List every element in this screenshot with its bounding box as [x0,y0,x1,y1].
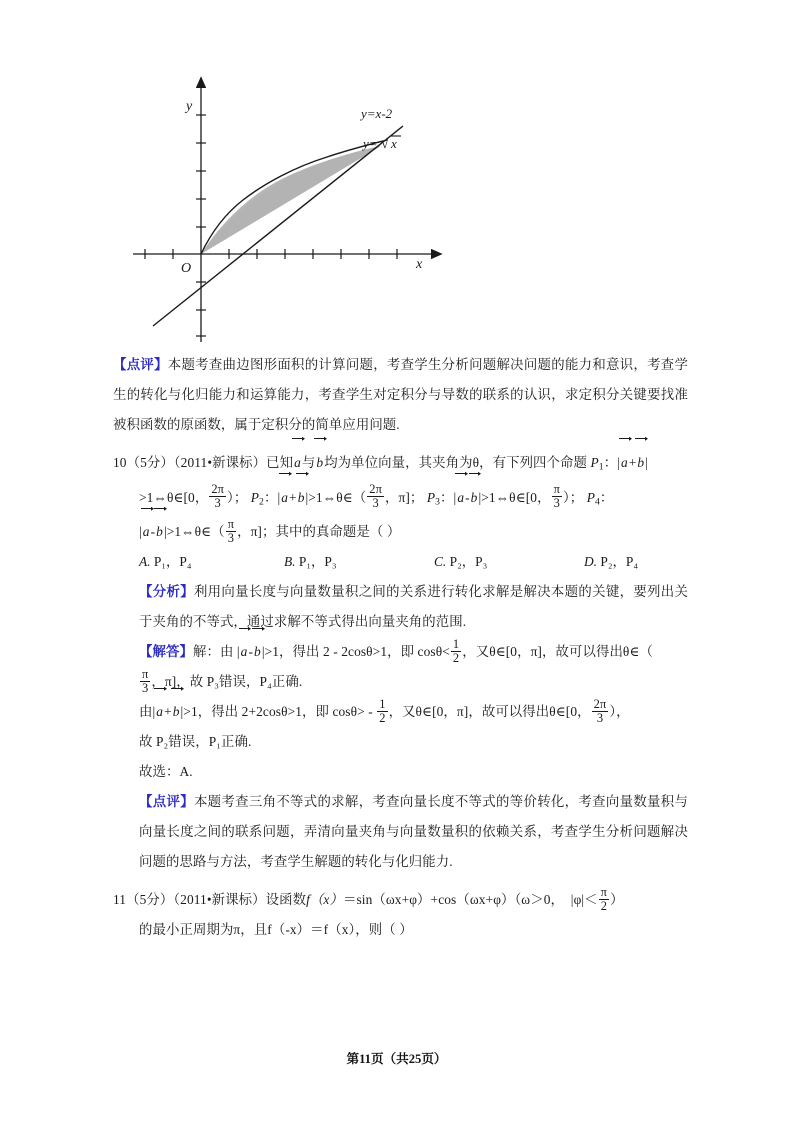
sqrt-label-radicand: x [391,136,397,151]
question-10-solution-line-1 [113,637,688,667]
question-11 [113,885,688,915]
p2-fraction-numerator: 2π [369,481,382,496]
sol2-vector-b: b [172,697,181,727]
option-b-body: P₁，P₃ [298,554,337,570]
p3-fraction [552,483,562,511]
question-11-line-2: 的最小正周期为π，且f（-x）＝f（x），则（ ） [139,922,413,938]
y-axis-label: y [186,99,193,114]
p3-end: ）； [562,489,584,505]
p4-end: ，π]； [237,524,276,540]
p1-vector-b: b [636,448,645,478]
question-10-comment [113,787,688,877]
question-11-stem: 设函数 [265,892,307,908]
option-a[interactable] [139,547,284,577]
p2-label: P [250,489,260,505]
p1-fraction [209,483,226,511]
option-a-body: P₁，P₄ [153,554,192,570]
p2-fraction [367,483,384,511]
p4-operator: - [150,524,156,540]
option-a-key: A. [139,554,151,570]
p1-prefix: ：| [603,455,620,470]
question-10-solution-line-3 [113,697,688,727]
sol-tail-1: ，又θ∈[0，π]，故可以得出θ∈（ [462,644,653,660]
question-11-number: 11 [113,892,127,908]
question-11-equation-end: ） [610,892,624,908]
comment-tag: 【点评】 [113,357,168,372]
integral-area-figure [113,70,688,342]
question-10-analysis [113,577,688,637]
p2-vector-b: b [297,483,306,513]
sol-fraction-4 [592,698,609,726]
line-curve [153,126,403,326]
question-11-fraction-denominator: 2 [599,899,609,913]
p2-fraction-denominator: 3 [367,496,384,510]
question-10-options [113,547,688,577]
p4-bar-open: | [139,524,142,540]
p1-operator: + [628,455,637,470]
comment-block-1 [113,350,688,440]
question-10-score: （5分） [126,455,174,470]
option-c-body: P₂，P₃ [449,554,488,570]
solution-tag: 【解答】 [139,644,193,660]
p3-label: P [426,489,436,505]
question-11-score: （5分） [126,892,174,908]
p3-operator: - [465,489,470,505]
p4-vector-b: b [155,517,164,547]
comment-text: 本题考查曲边图形面积的计算问题，考查学生分析问题解决问题的能力和意识，考查学生的转化与化归能力和运算能力，考查学生对定积分与导数的联系的认识，求定积分关键要找准被积函数的原函数，属于定积分的简单应用问题. [113,357,688,432]
sol-vector-a: a [240,637,249,667]
p1-label: P [590,455,599,470]
sol2-vector-a: a [155,697,164,727]
question-10-line-3 [113,517,688,547]
sol-fraction-2-denominator: 3 [140,681,150,695]
option-b[interactable] [284,547,434,577]
option-d-key: D. [584,554,598,570]
question-10-solution-answer: 故选：A. [139,764,193,780]
option-b-key: B. [284,554,296,570]
option-c[interactable] [434,547,584,577]
question-11-source: （2011•新课标） [173,892,266,908]
p1-end: ）； [227,489,248,505]
question-11-fraction [599,886,609,914]
page-footer: 第11页（共25页） [346,1052,447,1066]
option-d-body: P₂，P₄ [600,554,639,570]
p4-subscript: 4 [594,496,600,508]
question-10-number: 10 [113,455,127,470]
p4-suffix: |>1⇔θ∈（ [163,524,225,540]
p4-fraction-numerator: π [227,516,235,531]
analysis-text: 利用向量长度与向量数量积之间的关系进行转化求解是解决本题的关键，要列出关于夹角的不等式，通过求解不等式得出向量夹角的范围. [139,584,688,630]
line-equation-label: y=x-2 [361,106,393,121]
question-11-fraction-numerator: π [600,884,608,899]
sol-tail-4: ）， [609,704,630,720]
p2-operator: + [289,489,297,505]
question-10 [113,448,688,483]
p2-prefix: ：| [263,489,281,505]
sol-tail-3: ，又θ∈[0，π]，故可以得出θ∈[0， [388,704,591,720]
p1-vector-a: a [620,448,629,478]
p4-label: P [586,489,595,505]
p2-subscript: 2 [259,496,264,508]
p4-fraction-denominator: 3 [226,531,236,545]
p3-suffix: |>1⇔θ∈[0， [478,489,551,505]
question-10-closing: 其中的真命题是（ ） [275,524,401,540]
option-d[interactable] [584,547,638,577]
p1-fraction-denominator: 3 [209,496,226,510]
p3-vector-a: a [456,483,465,513]
page-content [113,70,688,945]
p1-suffix: | [645,455,648,470]
question-10-and: 与 [301,455,316,470]
origin-label: O [181,261,192,276]
radical-sign-icon: √ [381,137,389,152]
vector-a: a [293,448,302,478]
vector-b: b [315,448,324,478]
sqrt-label-prefix: y= [363,136,378,151]
sol-fraction-2-numerator: π [142,666,149,681]
p1-subscript: 1 [598,461,604,473]
p4-vector-a: a [142,517,151,547]
question-10-stem-1: 已知 [266,455,294,470]
question-11-fx: f（x） [306,892,343,908]
question-10-line-2 [113,483,688,518]
sol-fraction-4-denominator: 3 [592,711,609,725]
option-c-key: C. [434,554,447,570]
p2-suffix: |>1⇔θ∈（ [305,489,367,505]
sqrt-equation-label [361,136,401,152]
sol-fraction-1-numerator: 1 [452,636,460,651]
sol-bar-close-1: | [261,644,265,660]
sol-fraction-2 [140,668,150,696]
p3-fraction-numerator: π [553,481,560,496]
q10-comment-tag: 【点评】 [139,794,194,810]
sol-fraction-4-numerator: 2π [593,696,607,711]
sol-operator-3: + [164,704,172,720]
p3-prefix: ：| [440,489,457,505]
question-11-equation: ＝sin（ωx+φ）+cos（ωx+φ）（ω＞0， |φ|＜ [342,892,598,908]
p4-colon: ： [599,489,614,505]
q10-comment-text: 本题考查三角不等式的求解，考查向量长度不等式的等价转化，考查向量数量积与向量长度之间的联系问题，弄清向量夹角与向量数量积的依赖关系，考查学生分析问题解决问题的思路与方法，考查学生解题的转化与化归能力. [139,794,688,870]
question-10-stem-2: 均为单位向量，其夹角为θ，有下列四个命题 [324,455,588,470]
question-10-solution-line-4: 故 P₂错误，P₁正确. [139,734,252,750]
question-10-source: （2011•新课标） [173,455,267,470]
sol-tail-2: ，π]，故 P₃错误，P₄正确. [151,674,303,690]
sol-fraction-3-denominator: 2 [379,711,386,726]
shaded-area-fill [201,146,381,254]
p1-relation: >1⇔θ∈[0， [139,489,209,505]
sol-fraction-3 [377,698,387,726]
p2-vector-a: a [280,483,289,513]
sol-lead-3: 由| [139,704,156,720]
figure-svg [113,70,688,342]
sol-fraction-1 [451,638,461,666]
sol-vector-b: b [253,637,262,667]
sol-fraction-3-numerator: 1 [379,696,386,711]
solution-lead: 解：由 | [192,644,240,660]
sol-fraction-1-denominator: 2 [452,651,460,666]
p2-end: ，π]； [384,489,424,505]
sol-relation-1: >1，得出 2 - 2cosθ>1，即 cosθ< [264,644,450,660]
p3-vector-b: b [470,483,479,513]
question-10-solution-line-2 [113,667,688,697]
analysis-tag: 【分析】 [139,584,194,600]
p3-subscript: 3 [435,496,441,508]
p1-fraction-numerator: 2π [211,481,225,496]
x-axis-label: x [416,257,423,272]
sol-operator-1: - [248,644,254,660]
p3-fraction-denominator: 3 [552,496,562,510]
sol-rel-3: |>1，得出 2+2cosθ>1，即 cosθ> - [180,704,377,720]
p4-fraction [226,518,236,546]
